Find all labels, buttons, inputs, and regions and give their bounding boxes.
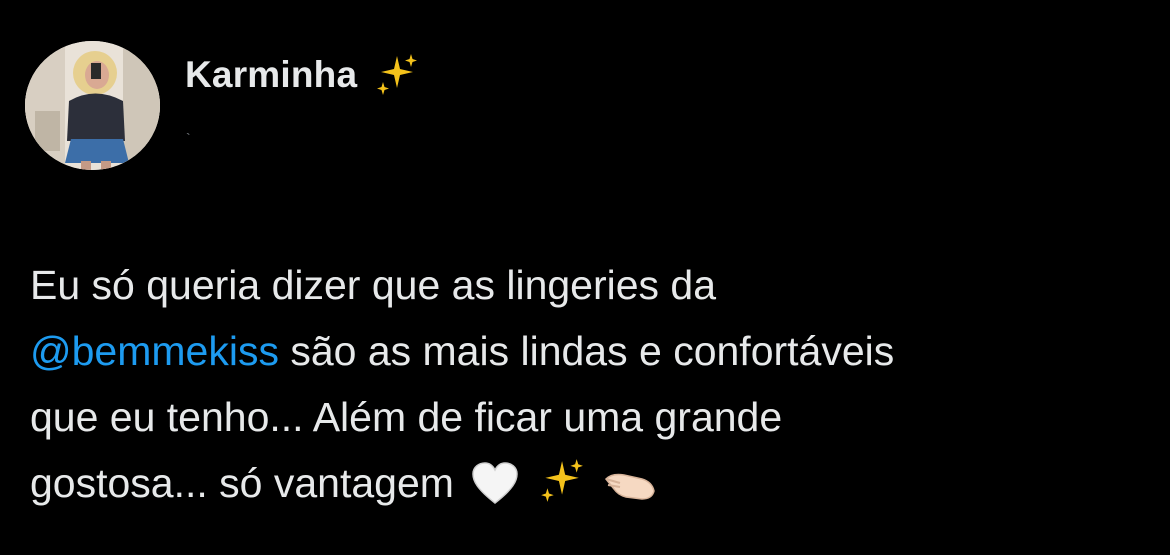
display-name[interactable]: Karminha bbox=[185, 54, 358, 95]
tweet-line-2-text: são as mais lindas e confortáveis bbox=[278, 328, 895, 374]
tweet-line-1: Eu só queria dizer que as lingeries da bbox=[30, 262, 717, 308]
tweet-text bbox=[30, 252, 1150, 516]
avatar[interactable] bbox=[25, 41, 160, 170]
tweet-line-4-text: gostosa... só vantagem bbox=[30, 460, 454, 506]
username-handle: ` bbox=[186, 130, 191, 146]
white-heart-icon bbox=[471, 461, 519, 505]
tweet-line-2 bbox=[30, 318, 1150, 384]
sparkles-icon bbox=[537, 457, 585, 505]
user-header bbox=[185, 52, 419, 98]
pinching-hand-icon bbox=[602, 465, 656, 505]
tweet-line-4 bbox=[30, 450, 1150, 516]
mention-link[interactable]: @bemmekiss bbox=[30, 328, 279, 374]
sparkles-icon bbox=[373, 52, 419, 98]
avatar-photo bbox=[25, 41, 160, 170]
tweet-line-3: que eu tenho... Além de ficar uma grande bbox=[30, 394, 783, 440]
